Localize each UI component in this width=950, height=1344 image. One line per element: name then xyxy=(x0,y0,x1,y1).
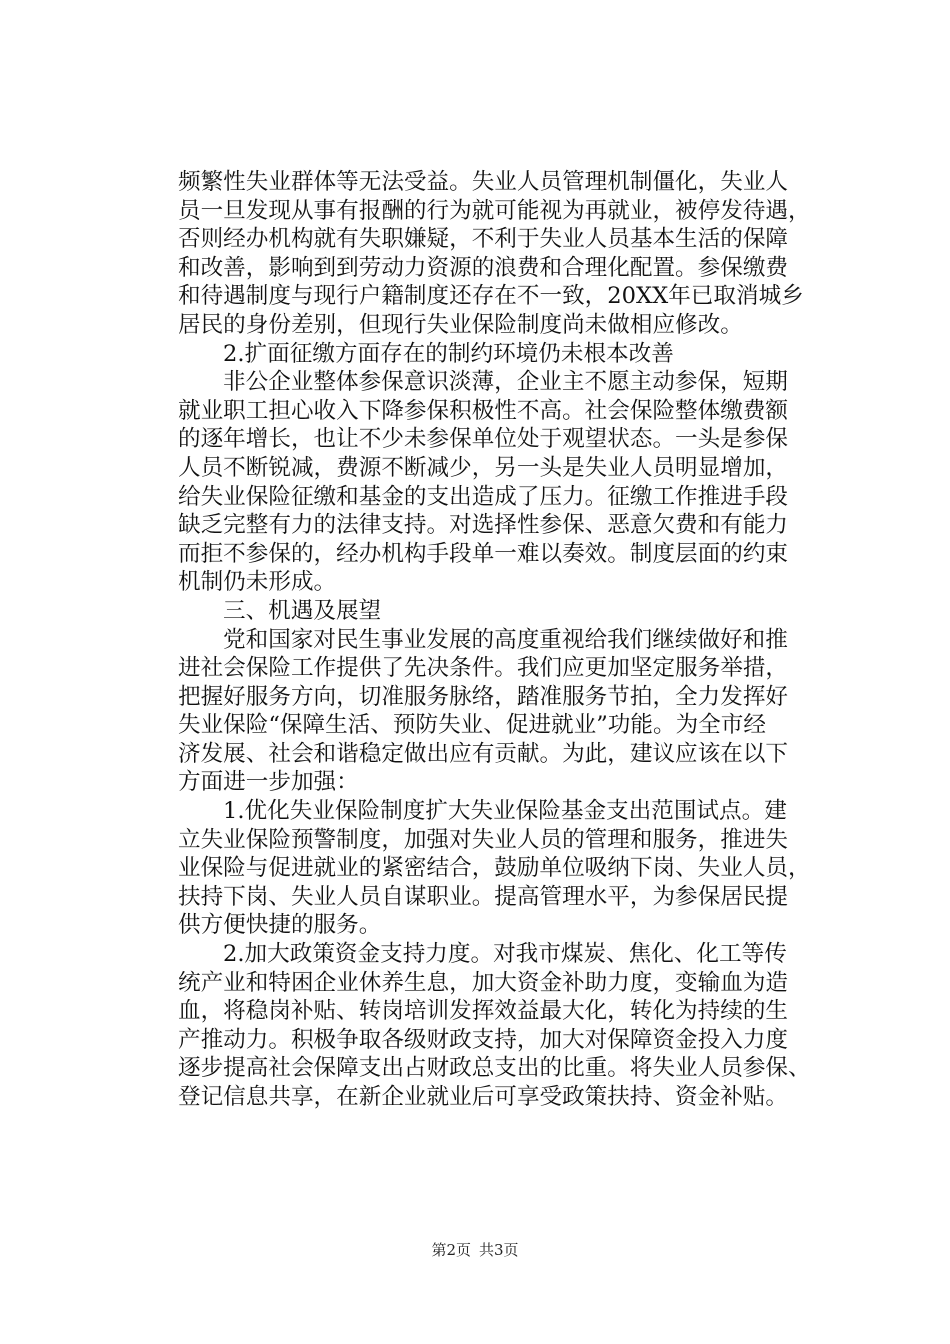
text-line: 人员不断锐减，费源不断减少，另一头是失业人员明显增加， xyxy=(178,454,789,481)
text-line: 给失业保险征缴和基金的支出造成了压力。征缴工作推进手段 xyxy=(178,483,789,510)
text-line: 和改善，影响到到劳动力资源的浪费和合理化配置。参保缴费 xyxy=(178,254,789,281)
text-line: 否则经办机构就有失职嫌疑，不利于失业人员基本生活的保障 xyxy=(178,226,789,253)
page-current: 第2页 xyxy=(431,1241,471,1259)
text-line: 方面进一步加强： xyxy=(178,769,359,796)
text-line: 频繁性失业群体等无法受益。失业人员管理机制僵化，失业人 xyxy=(178,169,789,195)
text-line: 供方便快捷的服务。 xyxy=(178,912,382,939)
text-line: 业保险与促进就业的紧密结合，鼓励单位吸纳下岗、失业人员， xyxy=(178,855,811,882)
text-line: 员一旦发现从事有报酬的行为就可能视为再就业，被停发待遇， xyxy=(178,197,811,224)
text-line: 缺乏完整有力的法律支持。对选择性参保、恶意欠费和有能力 xyxy=(178,512,789,539)
text-line: 三、机遇及展望 xyxy=(223,597,382,624)
text-line: 2.加大政策资金支持力度。对我市煤炭、焦化、化工等传 xyxy=(223,941,787,968)
text-line: 立失业保险预警制度，加强对失业人员的管理和服务，推进失 xyxy=(178,826,789,853)
text-line: 1.优化失业保险制度扩大失业保险基金支出范围试点。建 xyxy=(223,798,787,825)
text-line: 非公企业整体参保意识淡薄，企业主不愿主动参保，短期 xyxy=(223,369,788,396)
document-body xyxy=(178,168,838,1112)
text-line: 济发展、社会和谐稳定做出应有贡献。为此，建议应该在以下 xyxy=(178,740,789,767)
page-total: 共3页 xyxy=(479,1241,519,1259)
text-line: 而拒不参保的，经办机构手段单一难以奏效。制度层面的约束 xyxy=(178,540,789,567)
text-line: 登记信息共享，在新企业就业后可享受政策扶持、资金补贴。 xyxy=(178,1084,789,1110)
text-line: 和待遇制度与现行户籍制度还存在不一致，20XX年已取消城乡 xyxy=(178,283,804,310)
text-line: 血，将稳岗补贴、转岗培训发挥效益最大化，转化为持续的生 xyxy=(178,998,789,1025)
text-line: 党和国家对民生事业发展的高度重视给我们继续做好和推 xyxy=(223,626,788,653)
text-line: 逐步提高社会保障支出占财政总支出的比重。将失业人员参保、 xyxy=(178,1055,811,1082)
text-line: 把握好服务方向，切准服务脉络，踏准服务节拍，全力发挥好 xyxy=(178,683,789,710)
page-footer xyxy=(0,1240,950,1260)
text-line: 产推动力。积极争取各级财政支持，加大对保障资金投入力度 xyxy=(178,1026,789,1053)
text-line: 统产业和特困企业休养生息，加大资金补助力度，变输血为造 xyxy=(178,969,789,996)
text-line: 扶持下岗、失业人员自谋职业。提高管理水平，为参保居民提 xyxy=(178,883,789,910)
text-line: 的逐年增长，也让不少未参保单位处于观望状态。一头是参保 xyxy=(178,426,789,453)
text-line: 2.扩面征缴方面存在的制约环境仍未根本改善 xyxy=(223,340,674,367)
text-line: 进社会保险工作提供了先决条件。我们应更加坚定服务举措， xyxy=(178,655,789,682)
text-line: 就业职工担心收入下降参保积极性不高。社会保险整体缴费额 xyxy=(178,397,789,424)
text-line: 失业保险“保障生活、预防失业、促进就业”功能。为全市经 xyxy=(178,712,766,739)
text-line: 居民的身份差别，但现行失业保险制度尚未做相应修改。 xyxy=(178,311,743,338)
text-line: 机制仍未形成。 xyxy=(178,569,337,596)
